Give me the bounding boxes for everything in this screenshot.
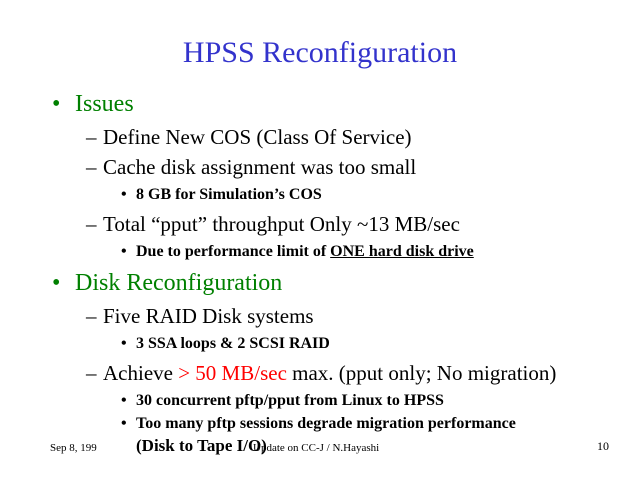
list-item-ssa-scsi: 3 SSA loops & 2 SCSI RAID [136, 335, 330, 352]
list-item-achieve [103, 361, 556, 385]
bullet-dash-icon: – [86, 304, 97, 328]
list-item-performance-limit [136, 243, 474, 261]
bullet-dot-level3: • [121, 186, 127, 203]
performance-limit-prefix: Due to performance limit of [136, 243, 331, 260]
bullet-dot-level3: • [121, 415, 127, 432]
bullet-dot-level1: • [52, 91, 61, 117]
footer-date: Sep 8, 199 [50, 442, 97, 454]
bullet-dot-level3: • [121, 392, 127, 409]
list-item-8gb-cos: 8 GB for Simulation’s COS [136, 186, 322, 203]
bullet-dash-icon: – [86, 361, 97, 385]
performance-limit-underlined: ONE hard disk drive [330, 243, 474, 260]
list-item-five-raid: Five RAID Disk systems [103, 304, 314, 328]
slide-title: HPSS Reconfiguration [182, 36, 458, 69]
bullet-dash-icon: – [86, 212, 97, 236]
list-item-pput-throughput: Total “pput” throughput Only ~13 MB/sec [103, 212, 460, 236]
footer-center-text: Update on CC-J / N.Hayashi [253, 442, 380, 454]
list-item-30-concurrent: 30 concurrent pftp/pput from Linux to HPSS [136, 392, 444, 409]
bullet-dot-level3: • [121, 243, 127, 260]
list-item-define-cos: Define New COS (Class Of Service) [103, 125, 412, 149]
list-item-cache-disk: Cache disk assignment was too small [103, 155, 417, 179]
list-item-disk-to-tape: (Disk to Tape I/O) [136, 436, 267, 455]
bullet-dot-level1: • [52, 270, 61, 296]
achieve-highlight: > 50 MB/sec [178, 361, 287, 385]
bullet-dash-icon: – [86, 155, 97, 179]
section-heading-issues: Issues [75, 91, 134, 117]
achieve-prefix: Achieve [103, 361, 179, 385]
bullet-dot-level3: • [121, 335, 127, 352]
section-heading-disk-reconfiguration: Disk Reconfiguration [75, 270, 283, 296]
achieve-suffix: max. (pput only; No migration) [286, 361, 557, 385]
bullet-dash-icon: – [86, 125, 97, 149]
footer-page-number: 10 [597, 439, 609, 453]
list-item-too-many-pftp: Too many pftp sessions degrade migration performance [136, 415, 516, 432]
